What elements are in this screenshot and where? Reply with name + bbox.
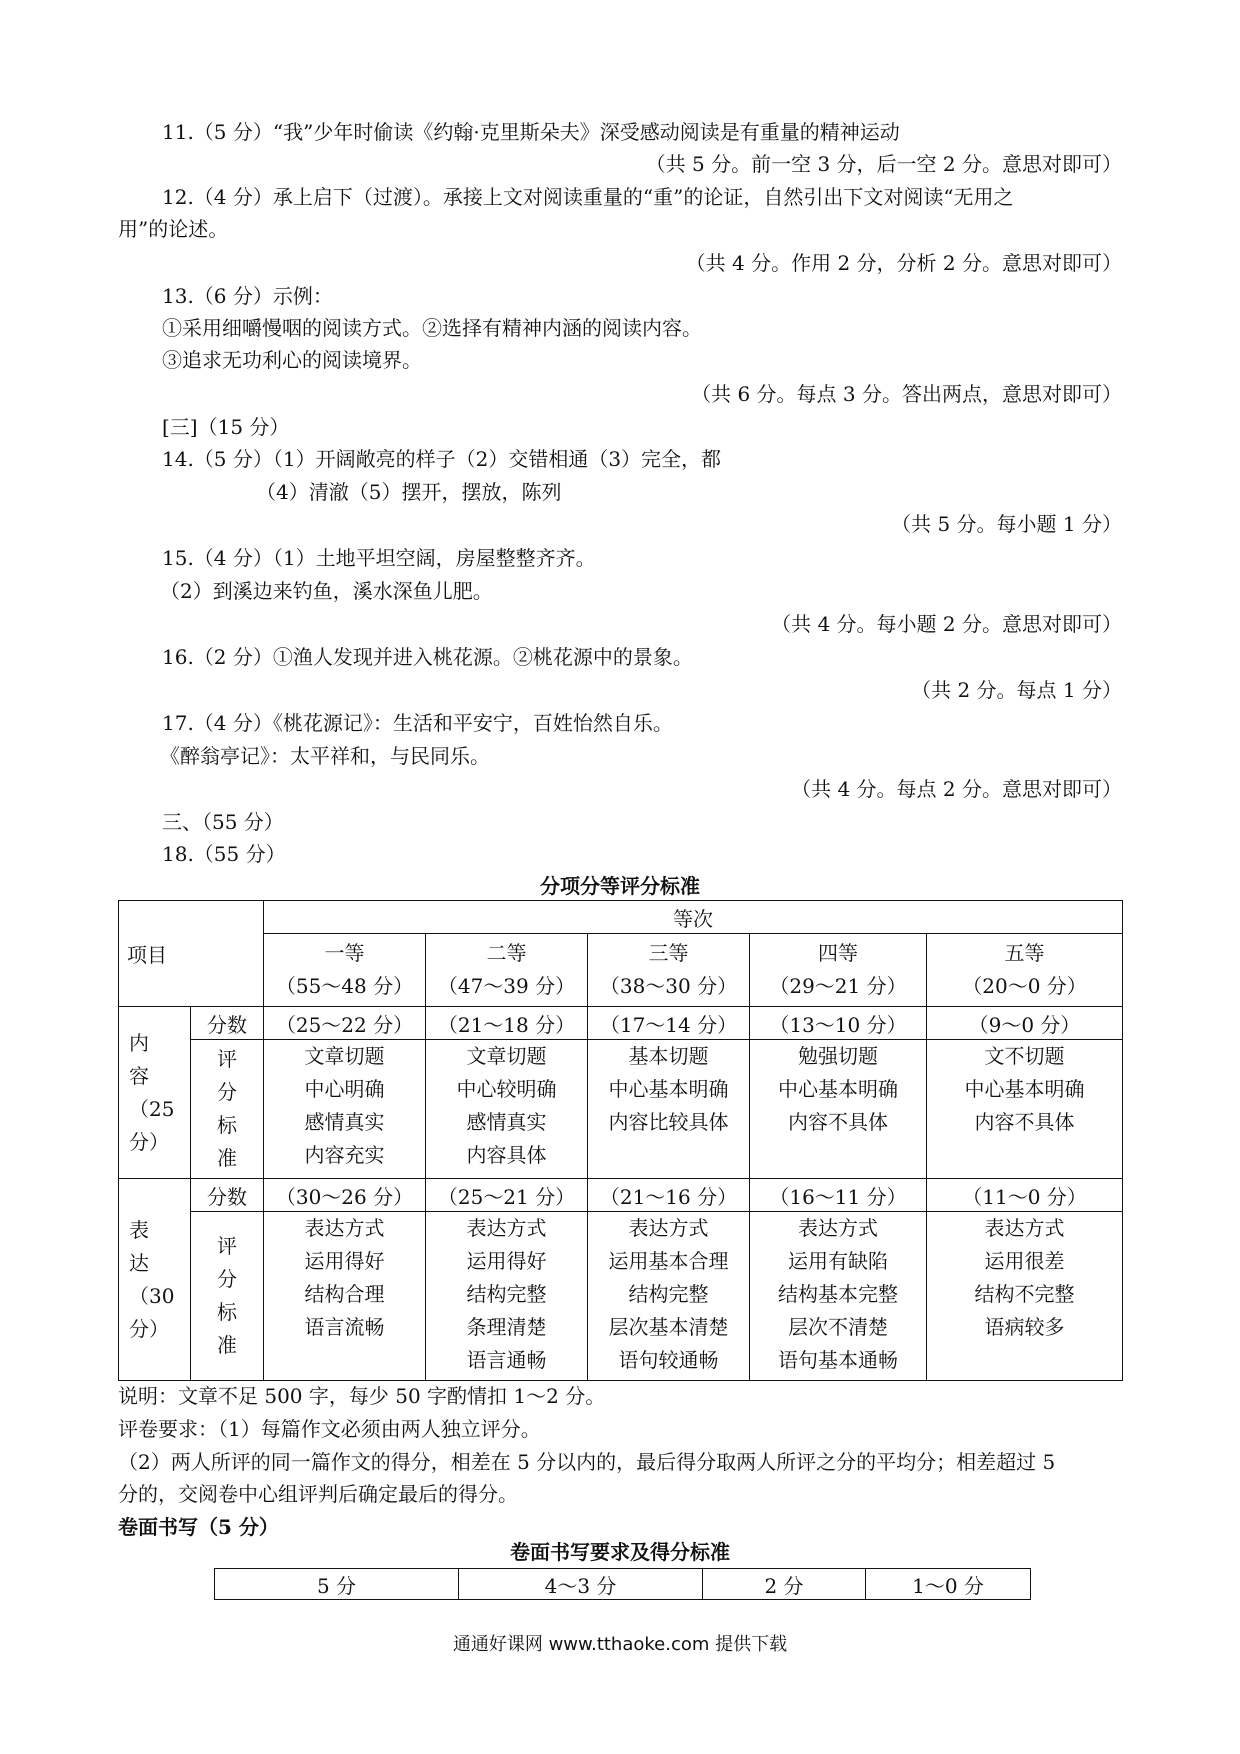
expression-score-3: （21～16 分） — [588, 1179, 750, 1212]
answer-17-cont: 《醉翁亭记》：太平祥和，与民同乐。 — [160, 744, 490, 768]
answer-15-cont: （2）到溪边来钓鱼，溪水深鱼儿肥。 — [160, 579, 493, 603]
expression-criteria-4: 表达方式 运用有缺陷 结构基本完整 层次不清楚 语句基本通畅 — [750, 1212, 927, 1381]
expression-score-4: （16～11 分） — [750, 1179, 927, 1212]
handwriting-score-4: 1～0 分 — [866, 1569, 1031, 1600]
content-score-1: （25～22 分） — [264, 1007, 426, 1040]
answer-14-cont: （4）清澈（5）摆开，摆放，陈列 — [256, 480, 562, 504]
answer-17: 17.（4 分）《桃花源记》：生活和平安宁，百姓怡然自乐。 — [162, 711, 673, 735]
handwriting-score-3: 2 分 — [703, 1569, 866, 1600]
content-criteria-3: 基本切题 中心基本明确 内容比较具体 — [588, 1040, 750, 1179]
expression-criteria-3: 表达方式 运用基本合理 结构完整 层次基本清楚 语句较通畅 — [588, 1212, 750, 1381]
note-marking-requirement: 评卷要求：（1）每篇作文必须由两人独立评分。 — [118, 1417, 541, 1441]
answer-12: 12.（4 分）承上启下（过渡）。承接上文对阅读重量的“重”的论证，自然引出下文对阅读“无用之 — [162, 185, 1014, 209]
grade-2-header: 二等 （47～39 分） — [426, 934, 588, 1007]
content-score-3: （17～14 分） — [588, 1007, 750, 1040]
section-3-heading: [三]（15 分） — [162, 415, 290, 439]
content-score-label: 分数 — [191, 1007, 264, 1040]
page-footer: 通通好课网 www.tthaoke.com 提供下载 — [452, 1634, 788, 1655]
handwriting-table — [214, 1568, 1031, 1600]
answer-13-line2: ③追求无功利心的阅读境界。 — [162, 348, 422, 372]
content-criteria-1: 文章切题 中心明确 感情真实 内容充实 — [264, 1040, 426, 1179]
handwriting-heading: 卷面书写（5 分） — [118, 1515, 279, 1539]
content-score-4: （13～10 分） — [750, 1007, 927, 1040]
content-criteria-5: 文不切题 中心基本明确 内容不具体 — [927, 1040, 1123, 1179]
expression-score-5: （11～0 分） — [927, 1179, 1123, 1212]
expression-criteria-5: 表达方式 运用很差 结构不完整 语病较多 — [927, 1212, 1123, 1381]
answer-11: 11.（5 分）“我”少年时偷读《约翰·克里斯朵夫》深受感动阅读是有重量的精神运动 — [162, 120, 900, 144]
content-criteria-label: 评 分 标 准 — [191, 1040, 264, 1179]
answer-14: 14.（5 分）（1）开阔敞亮的样子（2）交错相通（3）完全，都 — [162, 447, 722, 471]
expression-score-label: 分数 — [191, 1179, 264, 1212]
content-criteria-2: 文章切题 中心较明确 感情真实 内容具体 — [426, 1040, 588, 1179]
answer-12-note: （共 4 分。作用 2 分，分析 2 分。意思对即可） — [685, 251, 1122, 275]
expression-criteria-label: 评 分 标 准 — [191, 1212, 264, 1381]
handwriting-score-1: 5 分 — [215, 1569, 459, 1600]
expression-category: 表 达 （30 分） — [119, 1179, 191, 1381]
note-length: 说明：文章不足 500 字，每少 50 字酌情扣 1～2 分。 — [118, 1384, 606, 1408]
answer-16-note: （共 2 分。每点 1 分） — [911, 678, 1122, 702]
answer-12-cont: 用”的论述。 — [118, 217, 229, 241]
note-average-rule-cont: 分的，交阅卷中心组评判后确定最后的得分。 — [118, 1482, 518, 1506]
grade-5-header: 五等 （20～0 分） — [927, 934, 1123, 1007]
header-grade-level: 等次 — [264, 901, 1123, 934]
part-3-heading: 三、（55 分） — [162, 810, 284, 834]
content-category: 内 容 （25 分） — [119, 1007, 191, 1179]
answer-15: 15.（4 分）（1）土地平坦空阔，房屋整整齐齐。 — [162, 546, 596, 570]
expression-score-1: （30～26 分） — [264, 1179, 426, 1212]
handwriting-table-title: 卷面书写要求及得分标准 — [510, 1540, 730, 1564]
expression-criteria-2: 表达方式 运用得好 结构完整 条理清楚 语言通畅 — [426, 1212, 588, 1381]
grade-1-header: 一等 （55～48 分） — [264, 934, 426, 1007]
header-project: 项目 — [119, 901, 264, 1007]
content-criteria-4: 勉强切题 中心基本明确 内容不具体 — [750, 1040, 927, 1179]
note-average-rule: （2）两人所评的同一篇作文的得分，相差在 5 分以内的，最后得分取两人所评之分的平均分；相差超过 5 — [118, 1450, 1056, 1474]
grading-table-title: 分项分等评分标准 — [540, 874, 700, 898]
answer-16: 16.（2 分）①渔人发现并进入桃花源。②桃花源中的景象。 — [162, 645, 693, 669]
grading-table — [118, 900, 1123, 1381]
answer-18: 18.（55 分） — [162, 842, 286, 866]
handwriting-score-2: 4～3 分 — [459, 1569, 703, 1600]
content-score-2: （21～18 分） — [426, 1007, 588, 1040]
expression-criteria-1: 表达方式 运用得好 结构合理 语言流畅 — [264, 1212, 426, 1381]
content-score-5: （9～0 分） — [927, 1007, 1123, 1040]
answer-11-note: （共 5 分。前一空 3 分，后一空 2 分。意思对即可） — [645, 152, 1122, 176]
answer-15-note: （共 4 分。每小题 2 分。意思对即可） — [771, 612, 1122, 636]
answer-14-note: （共 5 分。每小题 1 分） — [891, 512, 1122, 536]
grade-4-header: 四等 （29～21 分） — [750, 934, 927, 1007]
grade-3-header: 三等 （38～30 分） — [588, 934, 750, 1007]
answer-13-line1: ①采用细嚼慢咽的阅读方式。②选择有精神内涵的阅读内容。 — [162, 316, 702, 340]
answer-13-note: （共 6 分。每点 3 分。答出两点，意思对即可） — [691, 382, 1122, 406]
answer-13: 13.（6 分）示例： — [162, 284, 333, 308]
expression-score-2: （25～21 分） — [426, 1179, 588, 1212]
answer-17-note: （共 4 分。每点 2 分。意思对即可） — [791, 777, 1122, 801]
